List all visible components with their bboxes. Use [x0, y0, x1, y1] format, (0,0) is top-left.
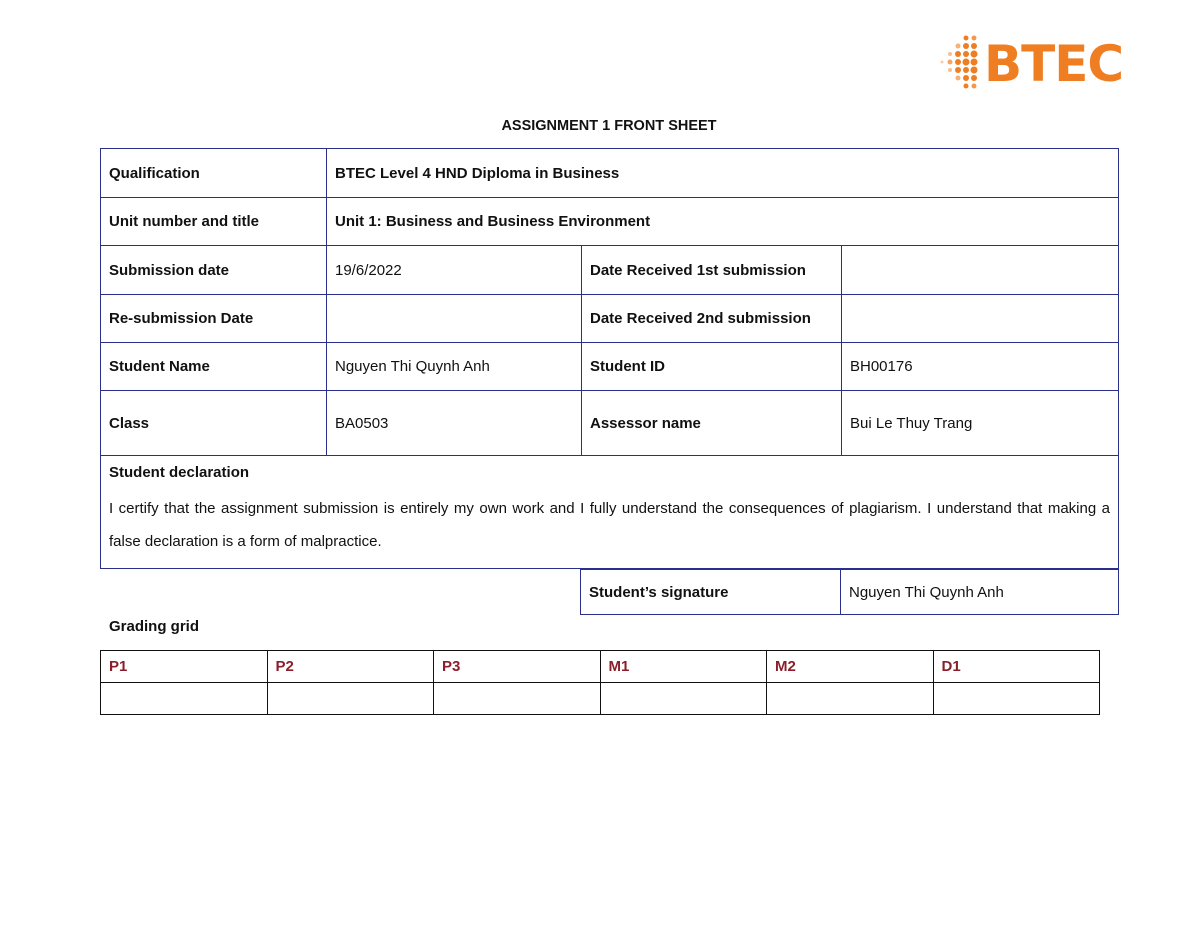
btec-logo [936, 32, 1126, 96]
unit-label: Unit number and title [101, 198, 327, 246]
grading-header-row [101, 651, 1100, 683]
grade-cell-p1 [101, 683, 268, 715]
second-received-value [842, 295, 1119, 343]
grade-cell-p2 [267, 683, 434, 715]
signature-value: Nguyen Thi Quynh Anh [841, 570, 1119, 615]
declaration-row [101, 456, 1119, 569]
grade-cell-d1 [933, 683, 1100, 715]
declaration-text: I certify that the assignment submission is entirely my own work and I fully understand the consequences of plagiarism. I understand that making a false declaration is a form of malpractice. [109, 500, 1111, 550]
dot-pattern-icon [936, 32, 984, 92]
qualification-value: BTEC Level 4 HND Diploma in Business [327, 149, 1119, 198]
logo-wordmark: BTEC [984, 35, 1124, 93]
grade-cell-m1 [600, 683, 767, 715]
resubmission-date-value [327, 295, 582, 343]
grade-header-p3: P3 [434, 651, 601, 683]
student-name-label: Student Name [101, 343, 327, 391]
grade-header-p2: P2 [267, 651, 434, 683]
second-received-label: Date Received 2nd submission [582, 295, 842, 343]
declaration-heading: Student declaration [109, 464, 250, 481]
submission-date-value: 19/6/2022 [327, 246, 582, 295]
unit-row [101, 198, 1119, 246]
grade-header-m2: M2 [767, 651, 934, 683]
assessor-value: Bui Le Thuy Trang [842, 391, 1119, 456]
qualification-row [101, 149, 1119, 198]
first-received-label: Date Received 1st submission [582, 246, 842, 295]
grade-header-d1: D1 [933, 651, 1100, 683]
resubmission-row [101, 295, 1119, 343]
grade-cell-p3 [434, 683, 601, 715]
front-sheet-table [100, 148, 1119, 569]
grading-grid [100, 650, 1100, 715]
page-title: ASSIGNMENT 1 FRONT SHEET [501, 118, 717, 134]
class-value: BA0503 [327, 391, 582, 456]
student-id-label: Student ID [582, 343, 842, 391]
assessor-label: Assessor name [582, 391, 842, 456]
grading-value-row [101, 683, 1100, 715]
grade-header-m1: M1 [600, 651, 767, 683]
student-name-value: Nguyen Thi Quynh Anh [327, 343, 582, 391]
submission-date-label: Submission date [101, 246, 327, 295]
student-id-value: BH00176 [842, 343, 1119, 391]
resubmission-date-label: Re-submission Date [101, 295, 327, 343]
class-label: Class [101, 391, 327, 456]
signature-label: Student’s signature [581, 570, 841, 615]
class-row [101, 391, 1119, 456]
student-row [101, 343, 1119, 391]
declaration-cell [101, 456, 1119, 569]
unit-value: Unit 1: Business and Business Environment [327, 198, 1119, 246]
grade-header-p1: P1 [101, 651, 268, 683]
qualification-label: Qualification [101, 149, 327, 198]
grade-cell-m2 [767, 683, 934, 715]
grading-grid-title: Grading grid [109, 618, 199, 635]
submission-row [101, 246, 1119, 295]
signature-table [580, 569, 1119, 615]
first-received-value [842, 246, 1119, 295]
